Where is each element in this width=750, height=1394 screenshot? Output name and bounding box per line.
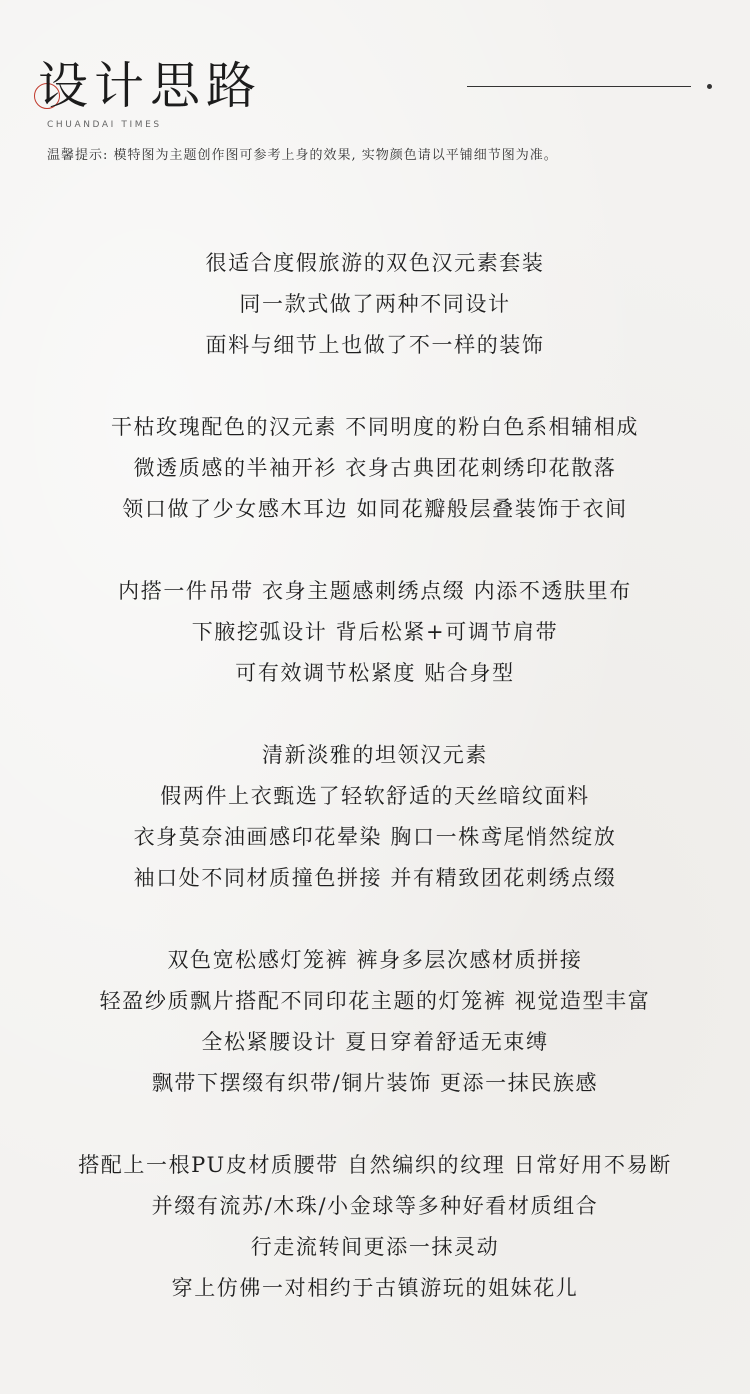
text-line: 穿上仿佛一对相约于古镇游玩的姐妹花儿 (171, 1276, 579, 1300)
section-header (0, 0, 750, 170)
paragraph-camisole (0, 571, 750, 694)
text-line: 同一款式做了两种不同设计 (239, 292, 511, 316)
text-line: 搭配上一根PU皮材质腰带 自然编织的纹理 日常好用不易断 (78, 1153, 672, 1177)
brand-subtitle: CHUANDAI TIMES (47, 120, 162, 130)
paragraph-top (0, 735, 750, 899)
header-divider-line (467, 86, 691, 87)
text-line: 微透质感的半袖开衫 衣身古典团花刺绣印花散落 (133, 456, 617, 480)
text-line: 假两件上衣甄选了轻软舒适的天丝暗纹面料 (160, 784, 590, 808)
paragraph-pants (0, 940, 750, 1104)
text-line: 并缀有流苏/木珠/小金球等多种好看材质组合 (151, 1194, 599, 1218)
text-line: 飘带下摆缀有织带/铜片装饰 更添一抹民族感 (151, 1071, 599, 1095)
paragraph-cardigan (0, 407, 750, 530)
text-line: 内搭一件吊带 衣身主题感刺绣点缀 内添不透肤里布 (118, 579, 632, 603)
header-divider-dot (707, 84, 712, 89)
text-line: 下腋挖弧设计 背后松紧+可调节肩带 (191, 620, 559, 644)
paragraph-intro (0, 243, 750, 366)
text-line: 袖口处不同材质撞色拼接 并有精致团花刺绣点缀 (133, 866, 617, 890)
text-line: 很适合度假旅游的双色汉元素套装 (205, 251, 545, 275)
design-description (0, 243, 750, 1350)
text-line: 全松紧腰设计 夏日穿着舒适无束缚 (201, 1030, 549, 1054)
text-line: 衣身莫奈油画感印花晕染 胸口一株鸢尾悄然绽放 (133, 825, 617, 849)
text-line: 可有效调节松紧度 贴合身型 (235, 661, 515, 685)
color-notice: 温馨提示: 模特图为主题创作图可参考上身的效果, 实物颜色请以平铺细节图为准。 (47, 148, 558, 163)
section-title: 设计思路 (38, 57, 262, 115)
text-line: 领口做了少女感木耳边 如同花瓣般层叠装饰于衣间 (122, 497, 628, 521)
paragraph-belt (0, 1145, 750, 1309)
text-line: 清新淡雅的坦领汉元素 (262, 743, 488, 767)
text-line: 轻盈纱质飘片搭配不同印花主题的灯笼裤 视觉造型丰富 (99, 989, 651, 1013)
text-line: 双色宽松感灯笼裤 裤身多层次感材质拼接 (167, 948, 583, 972)
text-line: 干枯玫瑰配色的汉元素 不同明度的粉白色系相辅相成 (110, 415, 640, 439)
text-line: 面料与细节上也做了不一样的装饰 (205, 333, 545, 357)
text-line: 行走流转间更添一抹灵动 (250, 1235, 500, 1259)
